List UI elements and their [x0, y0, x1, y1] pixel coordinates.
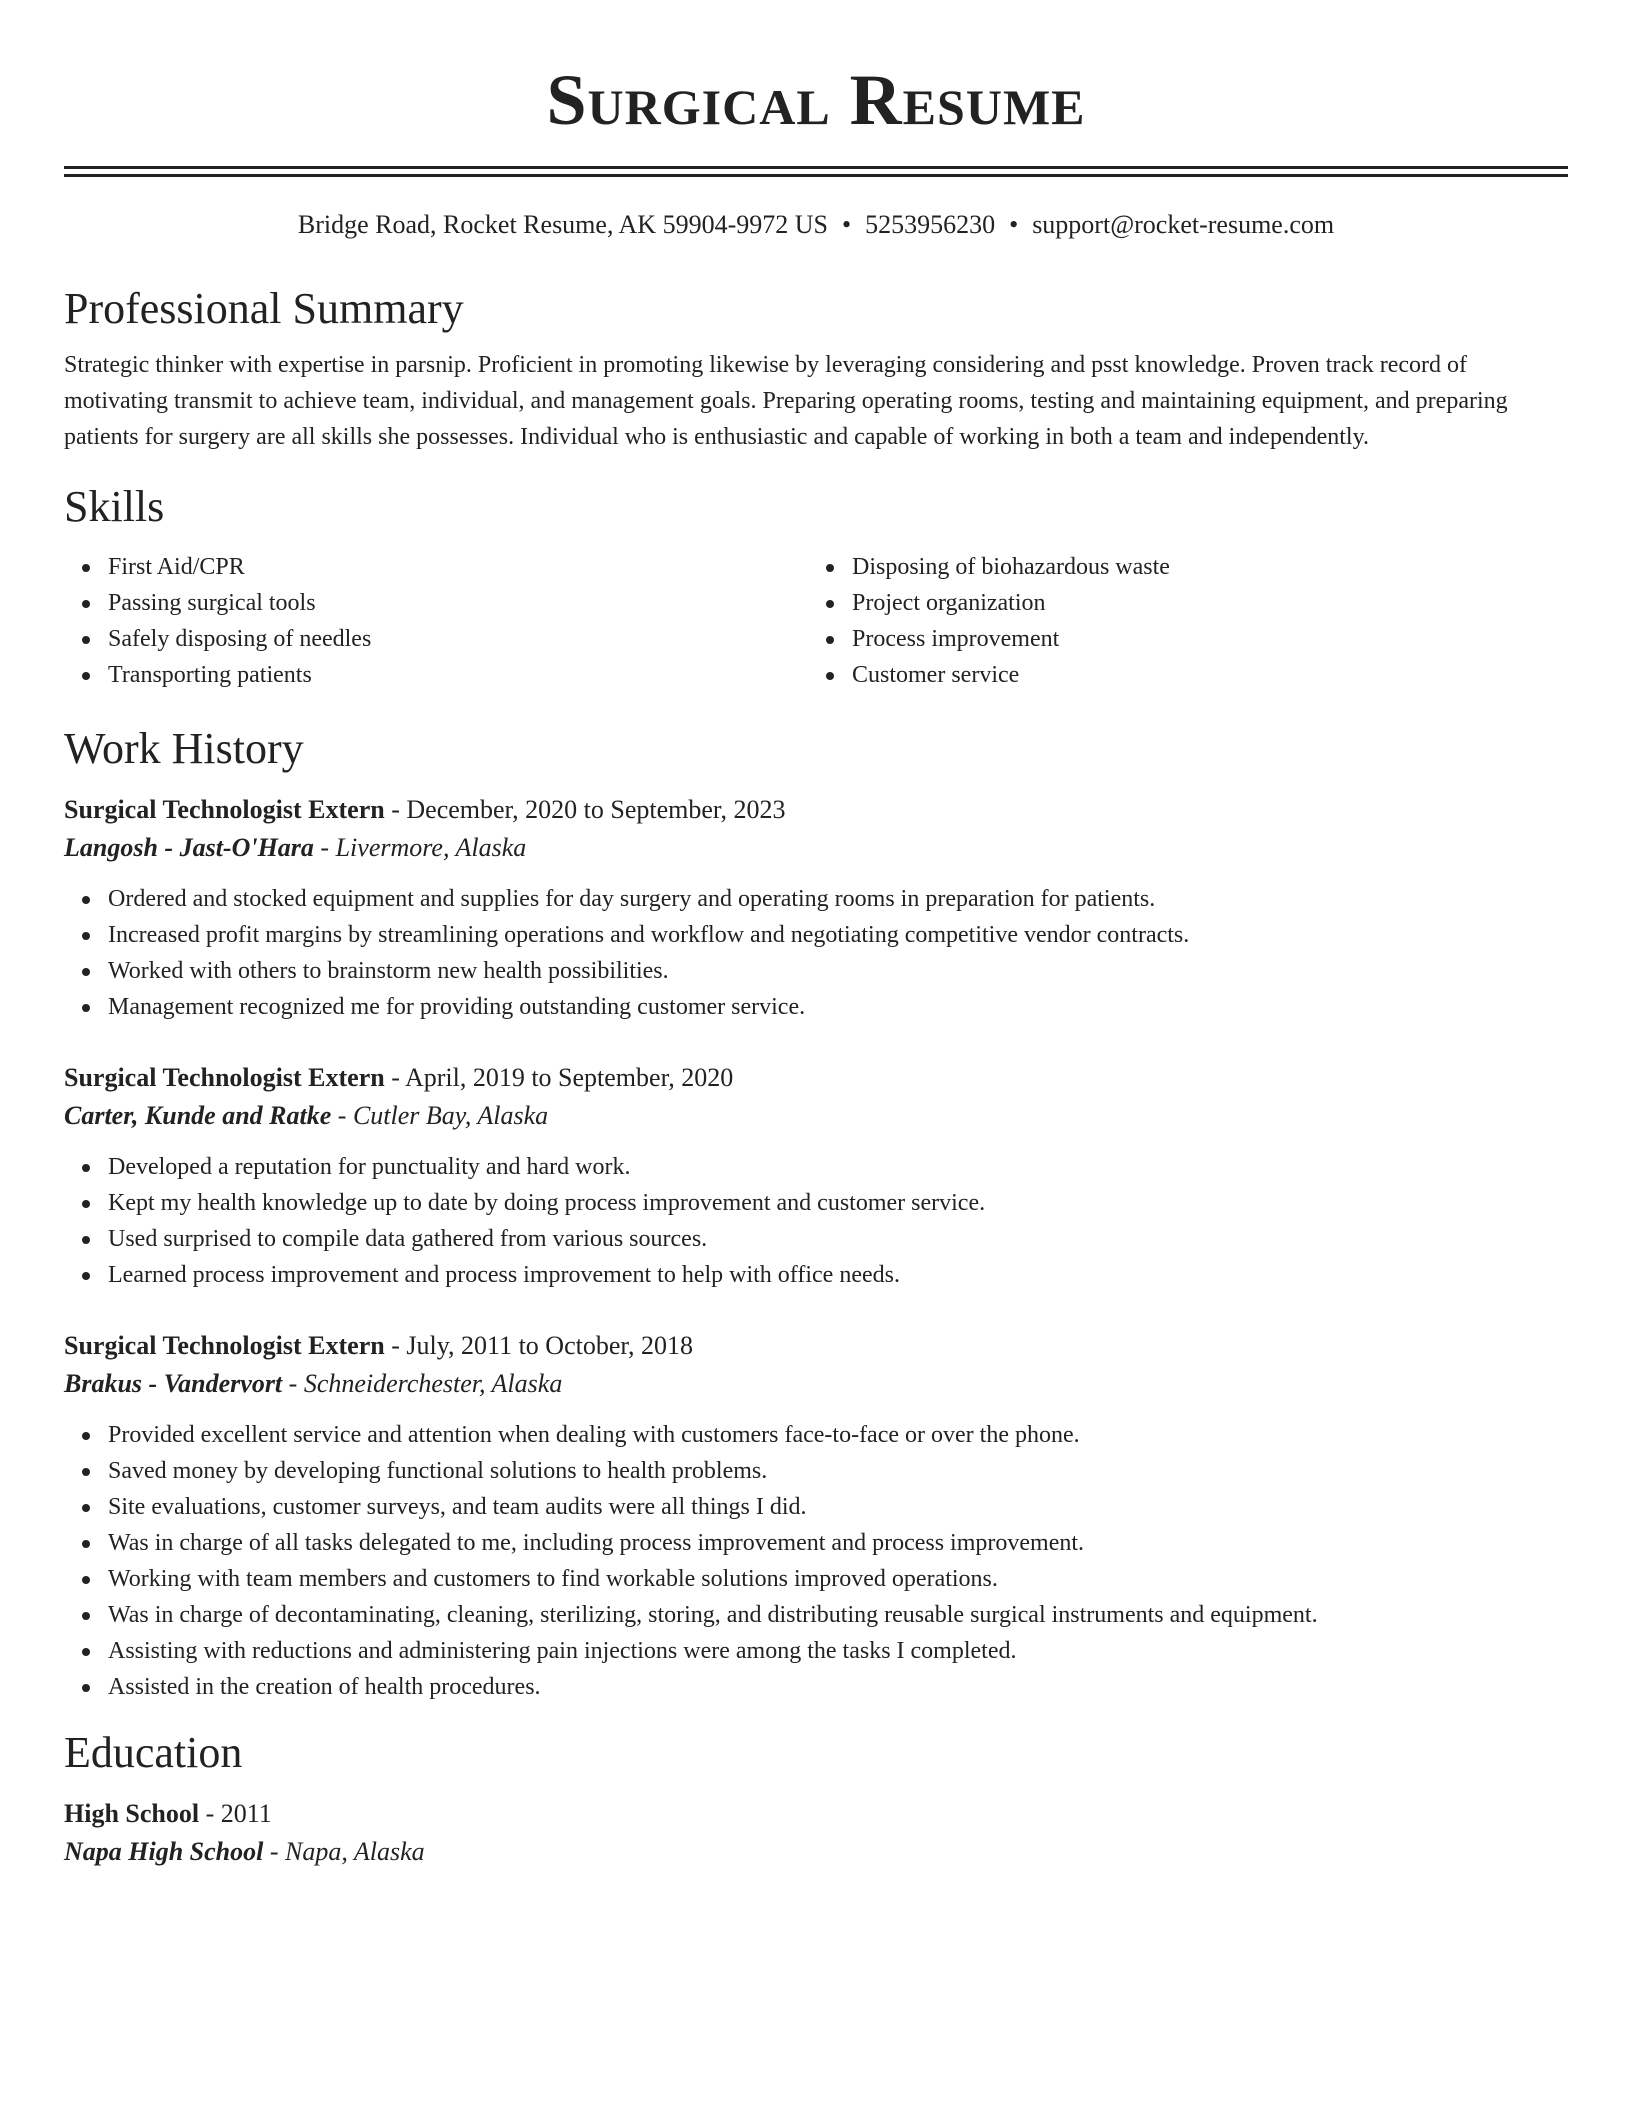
school-line	[64, 1833, 1568, 1871]
education-heading: Education	[64, 1728, 243, 1777]
job-dates: July, 2011 to October, 2018	[406, 1331, 693, 1360]
skill-item: Customer service	[852, 657, 1552, 693]
degree-line	[64, 1795, 1568, 1833]
contact-separator: •	[1009, 210, 1019, 239]
skill-item: Disposing of biohazardous waste	[852, 549, 1552, 585]
title-divider-bottom	[64, 174, 1568, 177]
job-bullet: Was in charge of decontaminating, cleaning, sterilizing, storing, and distributing reusable surgical instruments and equipment.	[108, 1597, 1568, 1633]
job-title-line	[64, 1327, 1568, 1365]
dash: -	[331, 1101, 353, 1130]
skills-heading: Skills	[64, 482, 165, 531]
job-title: Surgical Technologist Extern	[64, 1063, 385, 1092]
skills-column-right	[808, 549, 1552, 693]
job-bullet: Provided excellent service and attention when dealing with customers face-to-face or over the phone.	[108, 1417, 1568, 1453]
skill-item: Passing surgical tools	[108, 585, 808, 621]
job-dates: April, 2019 to September, 2020	[404, 1063, 734, 1092]
skill-item: Process improvement	[852, 621, 1552, 657]
dash: -	[384, 1331, 407, 1360]
job-bullets	[64, 1417, 1568, 1705]
job-title-line	[64, 1059, 1568, 1097]
dash: -	[313, 833, 336, 862]
employer-line	[64, 829, 1568, 867]
school-location: Napa, Alaska	[285, 1837, 425, 1866]
contact-phone: 5253956230	[865, 210, 996, 239]
skill-item: Transporting patients	[108, 657, 808, 693]
skills-column-left	[64, 549, 808, 693]
degree: High School	[64, 1799, 200, 1828]
contact-line	[64, 207, 1568, 243]
contact-address: Bridge Road, Rocket Resume, AK 59904-9972 US	[297, 210, 828, 239]
job-title: Surgical Technologist Extern	[64, 1331, 385, 1360]
graduation-year: 2011	[220, 1799, 272, 1828]
job-bullets	[64, 881, 1568, 1025]
work-history-heading: Work History	[64, 724, 304, 773]
job-entry	[64, 1327, 1568, 1705]
employer-line	[64, 1365, 1568, 1403]
dash: -	[282, 1369, 304, 1398]
employer-line	[64, 1097, 1568, 1135]
job-dates: December, 2020 to September, 2023	[406, 795, 786, 824]
job-bullet: Site evaluations, customer surveys, and team audits were all things I did.	[108, 1489, 1568, 1525]
skill-item: Project organization	[852, 585, 1552, 621]
dash: -	[384, 1063, 405, 1092]
job-entry	[64, 1059, 1568, 1293]
title-divider-top	[64, 166, 1568, 169]
job-bullet: Saved money by developing functional solutions to health problems.	[108, 1453, 1568, 1489]
employer-location: Schneiderchester, Alaska	[303, 1369, 563, 1398]
job-bullet: Assisted in the creation of health procedures.	[108, 1669, 1568, 1705]
education-entry	[64, 1795, 1568, 1871]
school-name: Napa High School	[64, 1837, 264, 1866]
job-entry	[64, 791, 1568, 1025]
summary-heading: Professional Summary	[64, 284, 464, 333]
contact-email: support@rocket-resume.com	[1032, 210, 1335, 239]
employer-name: Carter, Kunde and Ratke	[64, 1101, 332, 1130]
job-bullet: Used surprised to compile data gathered from various sources.	[108, 1221, 1568, 1257]
job-bullet: Learned process improvement and process improvement to help with office needs.	[108, 1257, 1568, 1293]
employer-name: Brakus - Vandervort	[64, 1369, 283, 1398]
skill-item: First Aid/CPR	[108, 549, 808, 585]
resume-page	[64, 0, 1568, 1871]
job-bullet: Worked with others to brainstorm new health possibilities.	[108, 953, 1568, 989]
job-bullet: Was in charge of all tasks delegated to me, including process improvement and process improvement.	[108, 1525, 1568, 1561]
skill-item: Safely disposing of needles	[108, 621, 808, 657]
job-bullet: Assisting with reductions and administering pain injections were among the tasks I completed.	[108, 1633, 1568, 1669]
job-bullet: Management recognized me for providing outstanding customer service.	[108, 989, 1568, 1025]
resume-title: Surgical Resume	[546, 60, 1086, 140]
dash: -	[263, 1837, 286, 1866]
job-bullet: Kept my health knowledge up to date by doing process improvement and customer service.	[108, 1185, 1568, 1221]
contact-separator: •	[841, 210, 852, 239]
skills-list	[64, 549, 1568, 693]
employer-name: Langosh - Jast-O'Hara	[64, 833, 314, 862]
job-title-line	[64, 791, 1568, 829]
job-bullet: Increased profit margins by streamlining operations and workflow and negotiating competitive vendor contracts.	[108, 917, 1568, 953]
dash: -	[199, 1799, 221, 1828]
summary-text: Strategic thinker with expertise in parsnip. Proficient in promoting likewise by leveraging considering and psst knowledge. Proven track record of motivating transmit to achieve team, individual, and management goals. Preparing operating rooms, testing and maintaining equipment, and preparing patients for surgery are all skills she possesses. Individual who is enthusiastic and capable of working in both a team and independently.	[64, 352, 1508, 450]
employer-location: Cutler Bay, Alaska	[352, 1101, 549, 1130]
dash: -	[384, 795, 407, 824]
job-bullets	[64, 1149, 1568, 1293]
job-bullet: Developed a reputation for punctuality and hard work.	[108, 1149, 1568, 1185]
job-title: Surgical Technologist Extern	[64, 795, 385, 824]
employer-location: Livermore, Alaska	[335, 833, 527, 862]
job-bullet: Working with team members and customers to find workable solutions improved operations.	[108, 1561, 1568, 1597]
job-bullet: Ordered and stocked equipment and supplies for day surgery and operating rooms in preparation for patients.	[108, 881, 1568, 917]
